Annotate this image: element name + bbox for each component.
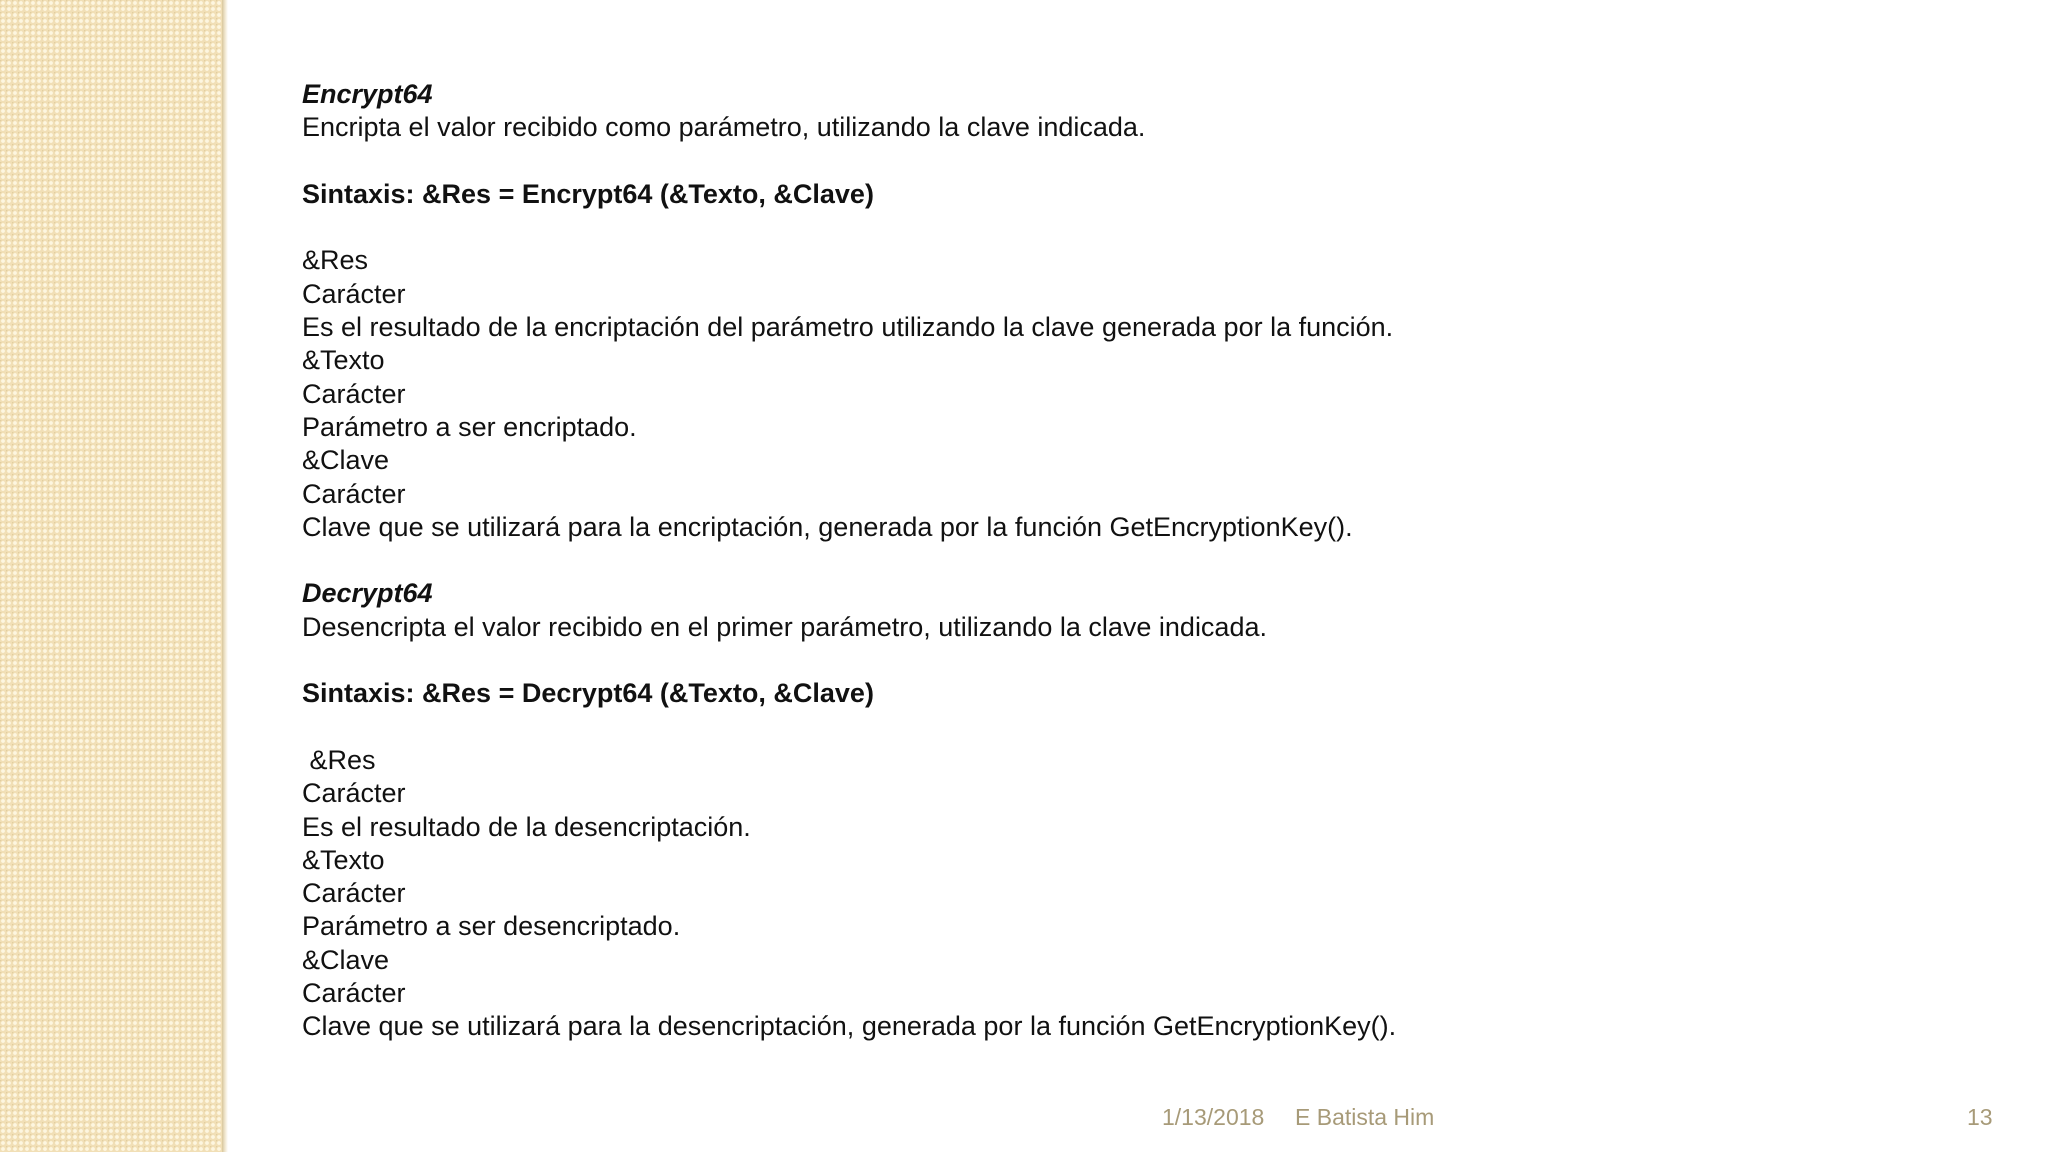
encrypt-title: Encrypt64: [302, 79, 433, 109]
decrypt-syntax: Sintaxis: &Res = Decrypt64 (&Texto, &Clave): [302, 678, 874, 709]
encrypt-syntax: Sintaxis: &Res = Encrypt64 (&Texto, &Clave): [302, 178, 874, 209]
encrypt-param-name: &Res: [302, 245, 369, 276]
encrypt-param-type: Carácter: [302, 278, 406, 309]
spacer: [302, 145, 1952, 178]
spacer: [302, 711, 1952, 744]
decrypt-param-desc: Es el resultado de la desencriptación.: [302, 811, 751, 842]
decrypt-param-name: &Texto: [302, 844, 385, 875]
encrypt-param-name: &Texto: [302, 345, 385, 376]
spacer: [302, 644, 1952, 677]
encrypt-description: Encripta el valor recibido como parámetro, utilizando la clave indicada.: [302, 112, 1146, 143]
decrypt-param-desc: Parámetro a ser desencriptado.: [302, 911, 681, 942]
decrypt-description: Desencripta el valor recibido en el primer parámetro, utilizando la clave indicada.: [302, 611, 1267, 642]
encrypt-param-desc: Es el resultado de la encriptación del parámetro utilizando la clave generada por la función.: [302, 312, 1394, 343]
encrypt-param-type: Carácter: [302, 378, 406, 409]
encrypt-param-desc: Clave que se utilizará para la encriptación, generada por la función GetEncryptionKey().: [302, 511, 1353, 542]
encrypt-param-name: &Clave: [302, 445, 390, 476]
decorative-side-band: [0, 0, 222, 1152]
side-band-edge: [222, 0, 228, 1152]
decrypt-title: Decrypt64: [302, 578, 433, 609]
footer-author: E Batista Him: [1295, 1104, 1435, 1130]
decrypt-param-type: Carácter: [302, 778, 406, 809]
decrypt-param-type: Carácter: [302, 978, 406, 1009]
encrypt-param-desc: Parámetro a ser encriptado.: [302, 411, 637, 442]
slide-body: [302, 78, 1952, 1044]
decrypt-param-name: &Clave: [302, 944, 390, 975]
encrypt-param-type: Carácter: [302, 478, 406, 509]
spacer: [302, 544, 1952, 577]
decrypt-param-type: Carácter: [302, 878, 406, 909]
footer-date: 1/13/2018: [1162, 1104, 1265, 1130]
decrypt-param-name: &Res: [302, 744, 376, 775]
spacer: [302, 211, 1952, 244]
page-number: 13: [1967, 1104, 1993, 1130]
decrypt-param-desc: Clave que se utilizará para la desencriptación, generada por la función GetEncryptionKey().: [302, 1011, 1397, 1042]
